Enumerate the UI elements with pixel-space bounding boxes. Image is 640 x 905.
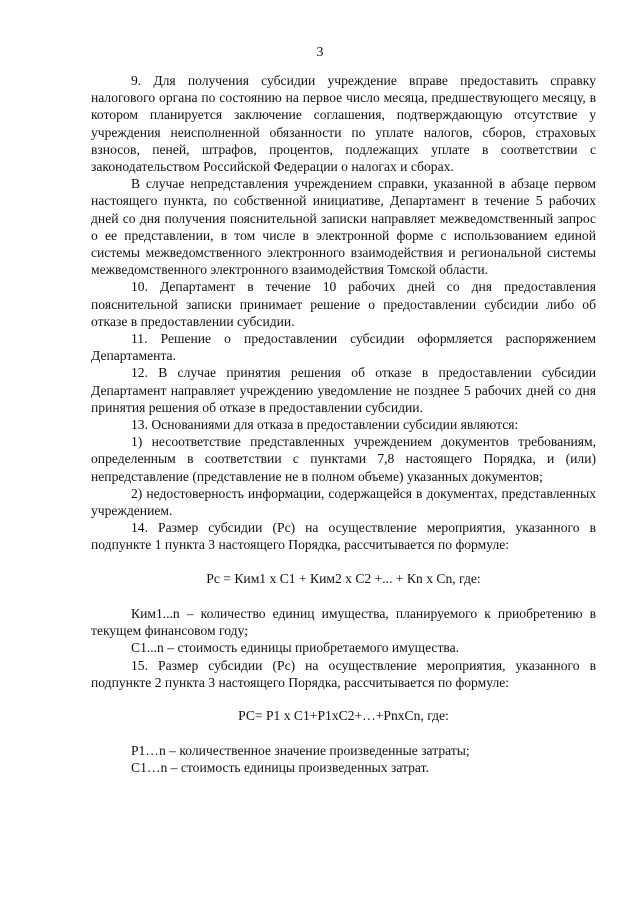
paragraph-9-cont: В случае непредставления учреждением справки, указанной в абзаце первом настоящего пункта, по собственной инициативе, Департамент в течение 5 рабочих дней со дня получения пояснительной записки направляет межведомственный запрос о ее представлении, в том числе в электронной форме с использованием единой системы межведомственного электронного взаимодействия и региональной системы межведомственного электронного взаимодействия Томской области. xyxy=(91,176,596,278)
document-body xyxy=(91,72,596,777)
paragraph-12: 12. В случае принятия решения об отказе в предоставлении субсидии Департамент направляет учреждению уведомление не позднее 5 рабочих дней со дня принятия решения об отказе в предоставлении субсидии. xyxy=(91,365,596,415)
paragraph-15: 15. Размер субсидии (Рс) на осуществление мероприятия, указанного в подпункте 2 пункта 3 настоящего Порядка, рассчитывается по формуле: xyxy=(91,657,596,690)
definition-p: Р1…n – количественное значение произведенные затраты; xyxy=(131,743,470,759)
page-number: 3 xyxy=(316,45,324,60)
paragraph-13: 13. Основаниями для отказа в предоставлении субсидии являются: xyxy=(131,417,519,433)
formula-2: РС= Р1 х С1+Р1хС2+…+РnхСn, где: xyxy=(238,707,449,723)
formula-1: Рс = Ким1 x С1 + Ким2 x С2 +... + Кn x Сn, где: xyxy=(206,570,481,586)
paragraph-9: 9. Для получения субсидии учреждение вправе предоставить справку налогового органа по состоянию на первое число месяца, предшествующего месяцу, в котором планируется заключение соглашения, подтверждающую отсутствие у учреждения неисполненной обязанности по уплате налогов, сборов, страховых взносов, пеней, штрафов, процентов, подлежащих уплате в соответствии с законодательством Российской Федерации о налогах и сборах. xyxy=(91,73,596,175)
definition-c: С1...n – стоимость единицы приобретаемого имущества. xyxy=(131,640,460,656)
paragraph-11: 11. Решение о предоставлении субсидии оформляется распоряжением Департамента. xyxy=(91,331,596,364)
definition-kim: Ким1...n – количество единиц имущества, планируемого к приобретению в текущем финансовом году; xyxy=(91,605,596,639)
list-item-1: 1) несоответствие представленных учреждением документов требованиям, определенным в соответствии с пунктами 7,8 настоящего Порядка, и (или) непредставление (представление не в полном объеме) указанных документов; xyxy=(91,434,596,484)
paragraph-14: 14. Размер субсидии (Рс) на осуществление мероприятия, указанного в подпункте 1 пункта 3 настоящего Порядка, рассчитывается по формуле: xyxy=(91,520,596,553)
list-item-2: 2) недостоверность информации, содержащейся в документах, представленных учреждением. xyxy=(91,485,596,519)
paragraph-10: 10. Департамент в течение 10 рабочих дней со дня предоставления пояснительной записки принимает решение о предоставлении субсидии либо об отказе в предоставлении субсидии. xyxy=(91,279,596,329)
definition-c2: С1…n – стоимость единицы произведенных затрат. xyxy=(131,760,429,776)
